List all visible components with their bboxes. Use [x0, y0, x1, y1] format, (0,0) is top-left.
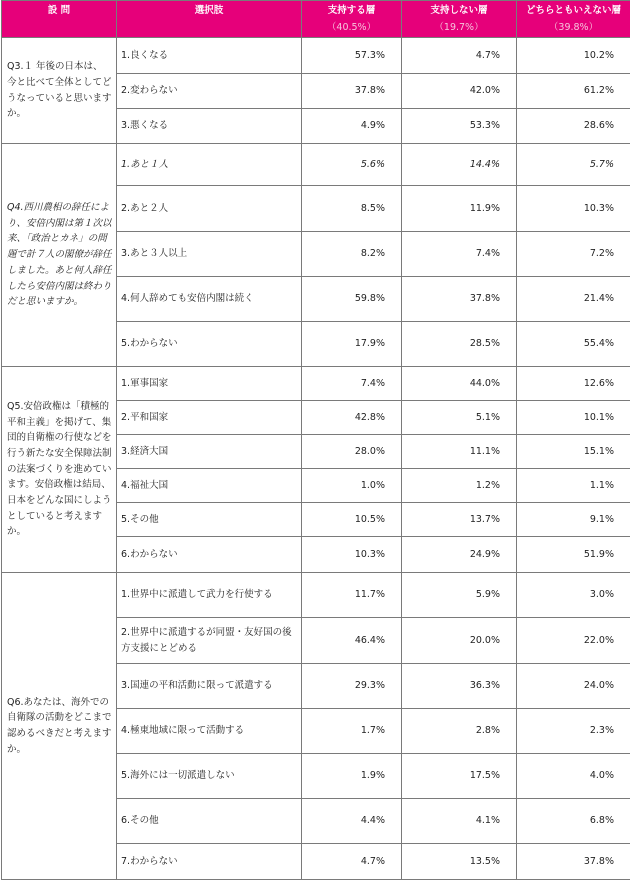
non-supporters-value: 20.0%: [402, 618, 517, 664]
survey-table: [1, 0, 630, 880]
supporters-value: 10.3%: [302, 537, 402, 573]
supporters-value: 11.7%: [302, 573, 402, 618]
question-text: Q5.安倍政権は「積極的平和主義」を掲げて、集団的自衛権の行使などを行う新たな安全保障法制の法案づくりを進めています。安倍政権は結局、日本をどんな国にしようとしていると考えますか。: [2, 367, 117, 573]
question-text: Q3.１ 年後の日本は、今と比べて全体としてどうなっていると思いますか。: [2, 38, 117, 144]
undecided-value: 5.7%: [517, 144, 630, 186]
table-row: [2, 38, 630, 74]
supporters-value: 1.0%: [302, 469, 402, 503]
undecided-value: 9.1%: [517, 503, 630, 537]
option-label: 5.海外には一切派遣しない: [117, 754, 302, 799]
undecided-value: 10.2%: [517, 38, 630, 74]
option-label: 1.あと１人: [117, 144, 302, 186]
non-supporters-value: 28.5%: [402, 322, 517, 367]
option-label: 5.わからない: [117, 322, 302, 367]
non-supporters-value: 5.9%: [402, 573, 517, 618]
undecided-value: 24.0%: [517, 664, 630, 709]
option-label: 4.極東地域に限って活動する: [117, 709, 302, 754]
undecided-value: 3.0%: [517, 573, 630, 618]
non-supporters-value: 24.9%: [402, 537, 517, 573]
option-label: 2.平和国家: [117, 401, 302, 435]
question-text: Q4.西川農相の辞任により、安倍内閣は第１次以来、「政治とカネ」の問題で計７人の閣僚が辞任しました。あと何人辞任したら安倍内閣は終わりだと思いますか。: [2, 144, 117, 367]
non-supporters-value: 11.1%: [402, 435, 517, 469]
non-supporters-value: 1.2%: [402, 469, 517, 503]
non-supporters-value: 17.5%: [402, 754, 517, 799]
undecided-value: 7.2%: [517, 232, 630, 277]
undecided-value: 4.0%: [517, 754, 630, 799]
option-label: 1.世界中に派遣して武力を行使する: [117, 573, 302, 618]
non-supporters-value: 37.8%: [402, 277, 517, 322]
undecided-value: 10.1%: [517, 401, 630, 435]
undecided-value: 2.3%: [517, 709, 630, 754]
non-supporters-value: 4.7%: [402, 38, 517, 74]
supporters-value: 8.5%: [302, 186, 402, 232]
undecided-value: 10.3%: [517, 186, 630, 232]
supporters-value: 29.3%: [302, 664, 402, 709]
non-supporters-value: 11.9%: [402, 186, 517, 232]
question-text: Q6.あなたは、海外での自衛隊の活動をどこまで認めるべきだと考えますか。: [2, 573, 117, 880]
supporters-value: 7.4%: [302, 367, 402, 401]
undecided-value: 37.8%: [517, 844, 630, 880]
non-supporters-value: 13.7%: [402, 503, 517, 537]
option-label: 2.世界中に派遣するが同盟・友好国の後方支援にとどめる: [117, 618, 302, 664]
table-row: [2, 144, 630, 186]
non-supporters-value: 7.4%: [402, 232, 517, 277]
option-label: 3.あと３人以上: [117, 232, 302, 277]
undecided-value: 61.2%: [517, 74, 630, 109]
undecided-value: 51.9%: [517, 537, 630, 573]
option-label: 2.変わらない: [117, 74, 302, 109]
supporters-value: 1.7%: [302, 709, 402, 754]
undecided-value: 6.8%: [517, 799, 630, 844]
supporters-value: 5.6%: [302, 144, 402, 186]
option-label: 6.わからない: [117, 537, 302, 573]
supporters-value: 10.5%: [302, 503, 402, 537]
supporters-value: 46.4%: [302, 618, 402, 664]
table-header-row: [2, 1, 630, 38]
option-label: 3.悪くなる: [117, 109, 302, 144]
non-supporters-value: 36.3%: [402, 664, 517, 709]
undecided-value: 1.1%: [517, 469, 630, 503]
header-undecided-pct: （39.8%）: [517, 20, 630, 36]
supporters-value: 28.0%: [302, 435, 402, 469]
header-non-supporters: 支持しない層 （19.7%）: [402, 1, 517, 38]
option-label: 4.福祉大国: [117, 469, 302, 503]
supporters-value: 37.8%: [302, 74, 402, 109]
non-supporters-value: 53.3%: [402, 109, 517, 144]
header-undecided: どちらともいえない層 （39.8%）: [517, 1, 630, 38]
option-label: 6.その他: [117, 799, 302, 844]
header-non-supporters-pct: （19.7%）: [402, 20, 516, 36]
non-supporters-value: 4.1%: [402, 799, 517, 844]
header-choice: 選択肢: [117, 1, 302, 38]
non-supporters-value: 14.4%: [402, 144, 517, 186]
non-supporters-value: 5.1%: [402, 401, 517, 435]
supporters-value: 4.7%: [302, 844, 402, 880]
supporters-value: 42.8%: [302, 401, 402, 435]
non-supporters-value: 2.8%: [402, 709, 517, 754]
non-supporters-value: 44.0%: [402, 367, 517, 401]
option-label: 1.軍事国家: [117, 367, 302, 401]
supporters-value: 1.9%: [302, 754, 402, 799]
undecided-value: 55.4%: [517, 322, 630, 367]
option-label: 3.国連の平和活動に限って派遣する: [117, 664, 302, 709]
non-supporters-value: 13.5%: [402, 844, 517, 880]
supporters-value: 4.4%: [302, 799, 402, 844]
supporters-value: 57.3%: [302, 38, 402, 74]
supporters-value: 4.9%: [302, 109, 402, 144]
non-supporters-value: 42.0%: [402, 74, 517, 109]
header-question: 設 問: [2, 1, 117, 38]
option-label: 4.何人辞めても安倍内閣は続く: [117, 277, 302, 322]
undecided-value: 21.4%: [517, 277, 630, 322]
option-label: 3.経済大国: [117, 435, 302, 469]
header-supporters: 支持する層 （40.5%）: [302, 1, 402, 38]
undecided-value: 22.0%: [517, 618, 630, 664]
undecided-value: 28.6%: [517, 109, 630, 144]
supporters-value: 17.9%: [302, 322, 402, 367]
supporters-value: 8.2%: [302, 232, 402, 277]
undecided-value: 12.6%: [517, 367, 630, 401]
supporters-value: 59.8%: [302, 277, 402, 322]
option-label: 1.良くなる: [117, 38, 302, 74]
option-label: 7.わからない: [117, 844, 302, 880]
option-label: 2.あと２人: [117, 186, 302, 232]
header-supporters-pct: （40.5%）: [302, 20, 401, 36]
option-label: 5.その他: [117, 503, 302, 537]
table-row: [2, 573, 630, 618]
undecided-value: 15.1%: [517, 435, 630, 469]
table-row: [2, 367, 630, 401]
